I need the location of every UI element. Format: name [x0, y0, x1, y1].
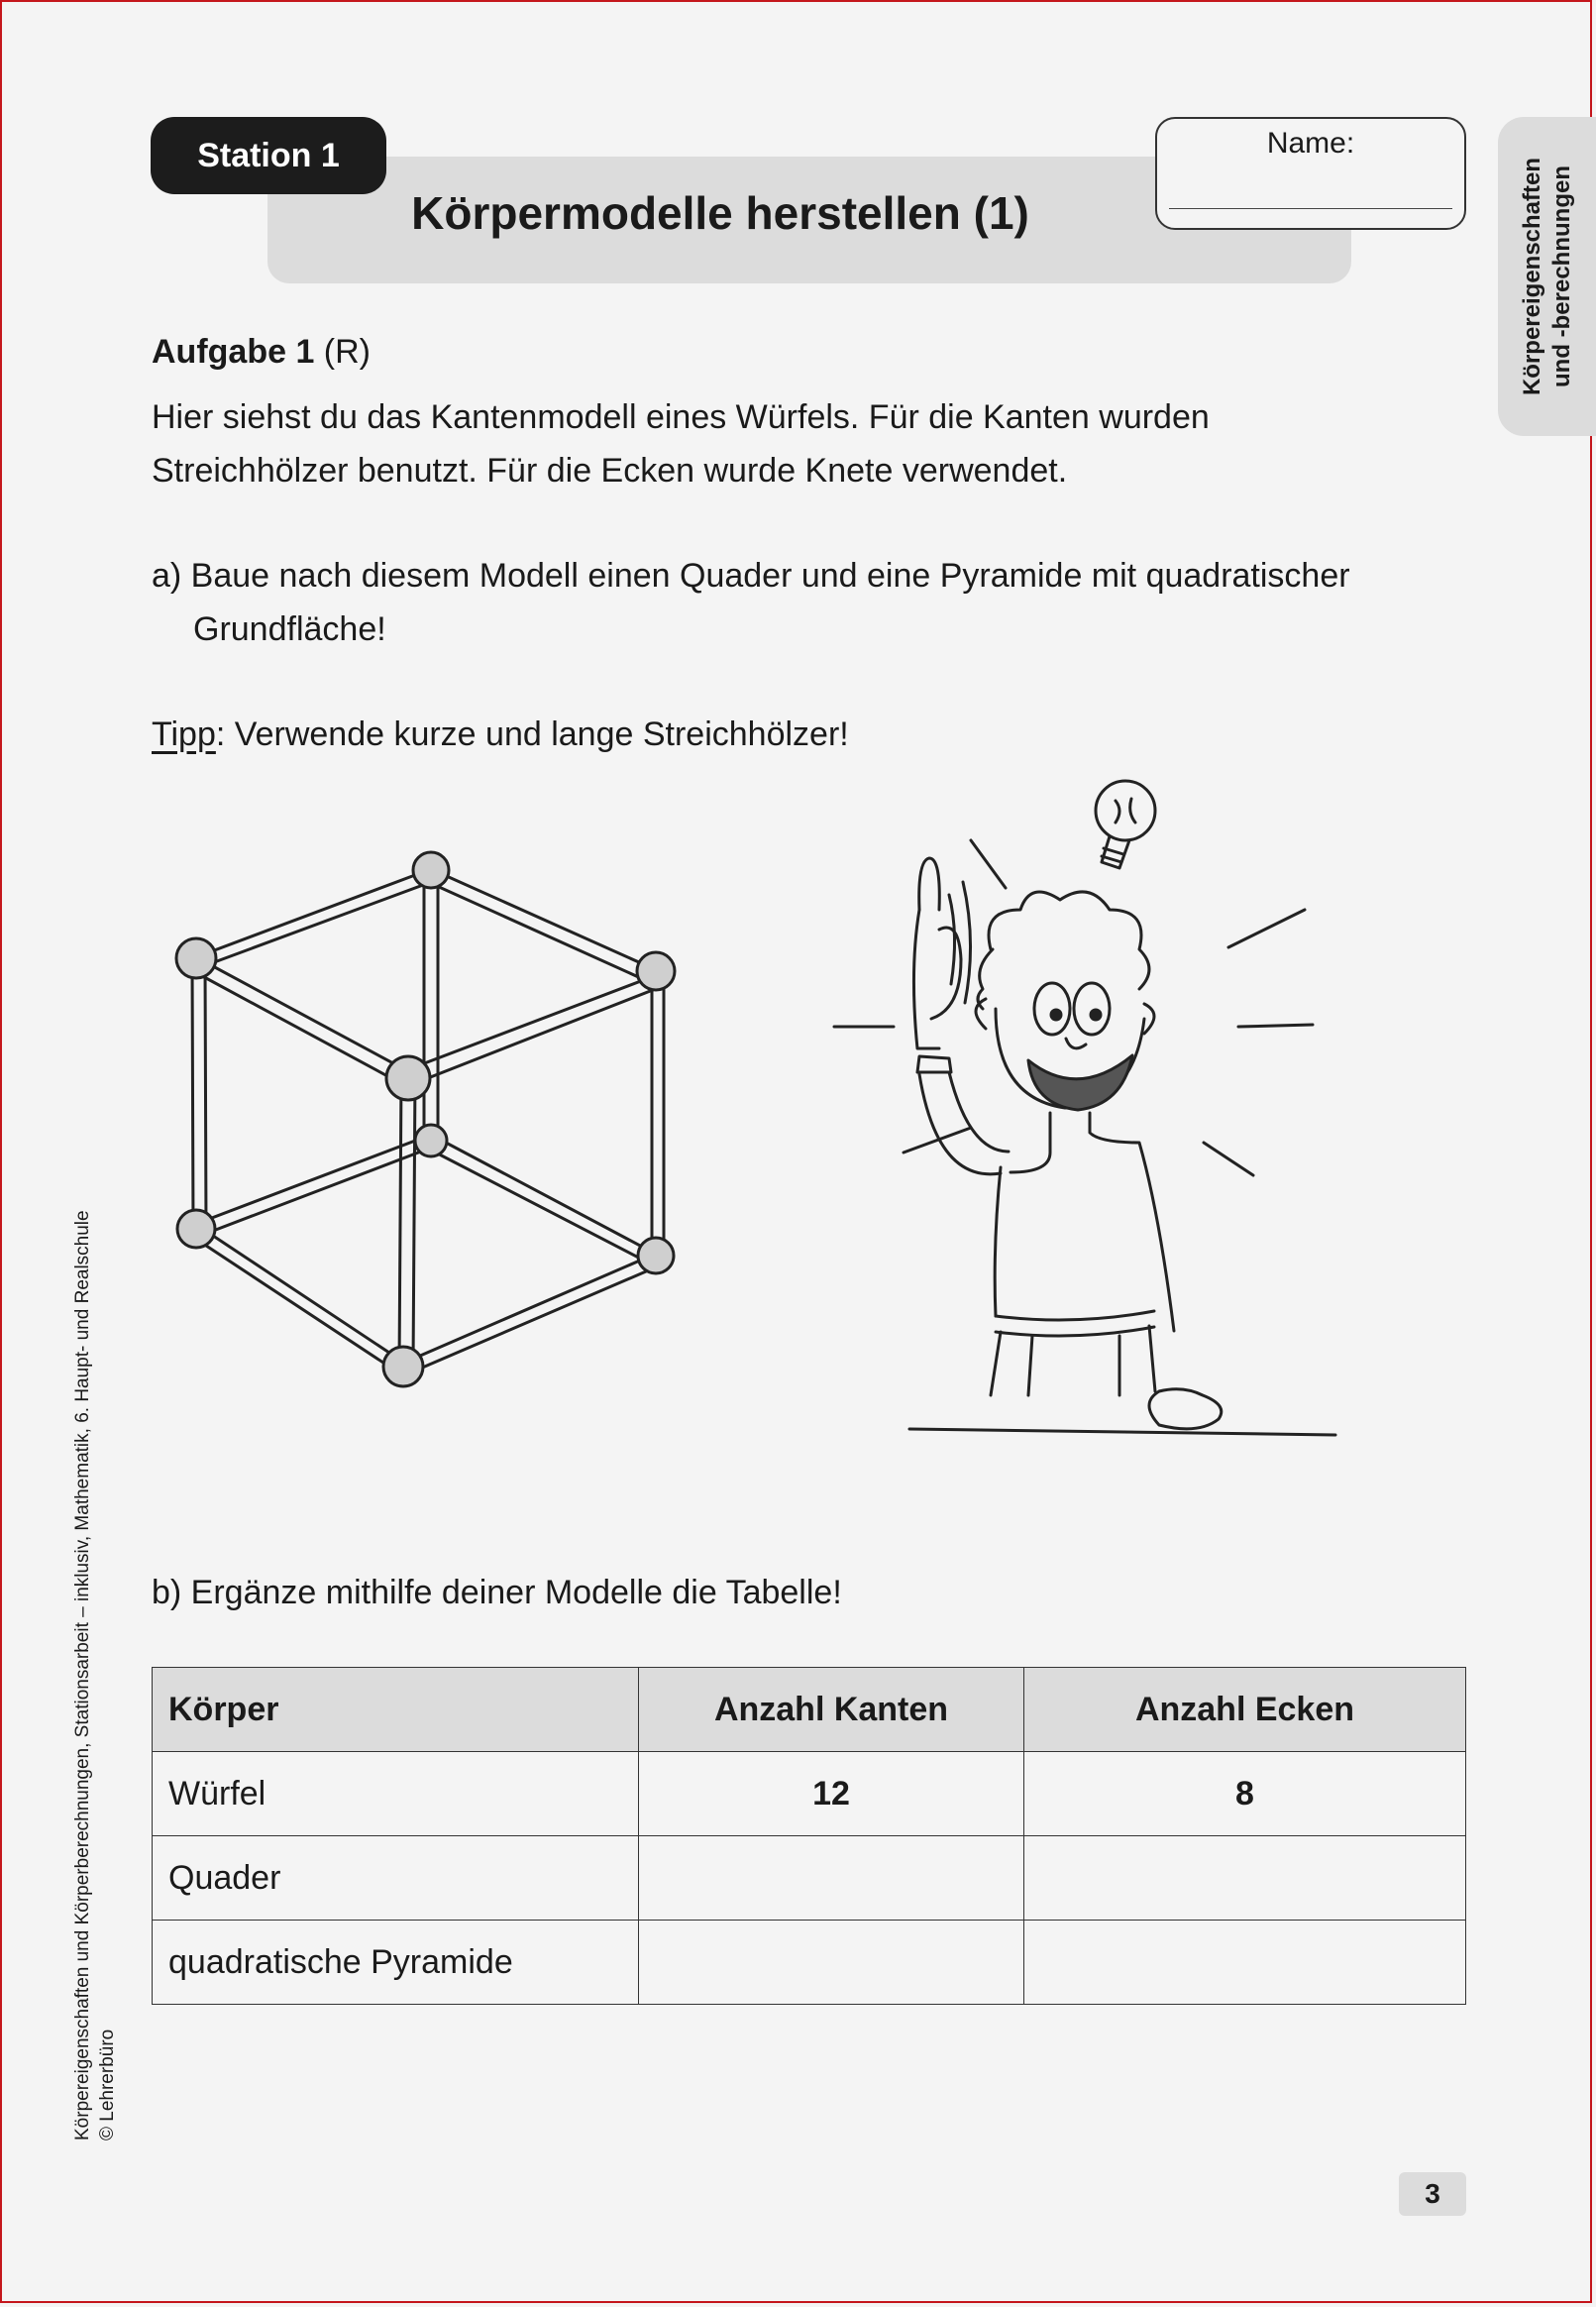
name-write-line	[1169, 208, 1452, 209]
table-cell-vertices-input[interactable]	[1024, 1921, 1466, 2005]
name-label: Name:	[1266, 127, 1355, 160]
table-row	[153, 1836, 1466, 1921]
task-intro-line-2: Streichhölzer benutzt. Für die Ecken wurde Knete verwendet.	[152, 452, 1068, 490]
tip	[152, 708, 849, 761]
task-item-a	[152, 549, 1469, 656]
copyright-vertical	[65, 1041, 125, 2141]
table-cell-edges: 12	[639, 1752, 1024, 1836]
table-header-row	[153, 1668, 1466, 1752]
station-badge: Station 1	[151, 117, 386, 194]
results-table	[152, 1667, 1466, 2005]
tip-label: Tipp	[152, 715, 216, 753]
chapter-side-tab-label	[1518, 128, 1577, 425]
table-cell-vertices-input[interactable]	[1024, 1836, 1466, 1921]
copyright-line-1: Körpereigenschaften und Körperberechnungen, Stationsarbeit – inklusiv, Mathematik, 6. Haupt- und Realschule	[72, 1210, 93, 2141]
lightbulb-icon	[1096, 781, 1155, 840]
table-header-kanten: Anzahl Kanten	[639, 1668, 1024, 1752]
name-field[interactable]	[1155, 117, 1466, 230]
task-item-a-line-1: a) Baue nach diesem Modell einen Quader und eine Pyramide mit quadratischer	[152, 557, 1350, 595]
task-item-b: b) Ergänze mithilfe deiner Modelle die Tabelle!	[152, 1574, 842, 1611]
task-intro-line-1: Hier siehst du das Kantenmodell eines Würfels. Für die Kanten wurden	[152, 398, 1210, 436]
side-tab-line-1: Körpereigenschaften	[1518, 157, 1545, 396]
task-intro	[152, 390, 1439, 497]
table-cell-edges-input[interactable]	[639, 1836, 1024, 1921]
tip-text: : Verwende kurze und lange Streichhölzer!	[215, 715, 849, 753]
page-number: 3	[1399, 2172, 1466, 2216]
side-tab-line-2: und -berechnungen	[1547, 165, 1575, 387]
table-header-koerper: Körper	[153, 1668, 639, 1752]
chapter-side-tab	[1498, 117, 1596, 436]
table-row	[153, 1752, 1466, 1836]
task-heading	[152, 325, 371, 379]
table-cell-edges-input[interactable]	[639, 1921, 1024, 2005]
copyright-line-2: © Lehrerbüro	[97, 2029, 118, 2141]
task-heading-bold: Aufgabe 1	[152, 333, 315, 371]
cube-edge-model-illustration	[168, 837, 684, 1392]
boy-with-idea-illustration	[822, 771, 1337, 1465]
page-title: Körpermodelle herstellen (1)	[411, 187, 1029, 239]
table-cell-body: Würfel	[153, 1752, 639, 1836]
task-item-a-line-2: Grundfläche!	[193, 610, 386, 648]
table-cell-body: quadratische Pyramide	[153, 1921, 639, 2005]
table-cell-vertices: 8	[1024, 1752, 1466, 1836]
table-row	[153, 1921, 1466, 2005]
table-cell-body: Quader	[153, 1836, 639, 1921]
task-heading-tag: (R)	[314, 333, 372, 371]
table-header-ecken: Anzahl Ecken	[1024, 1668, 1466, 1752]
